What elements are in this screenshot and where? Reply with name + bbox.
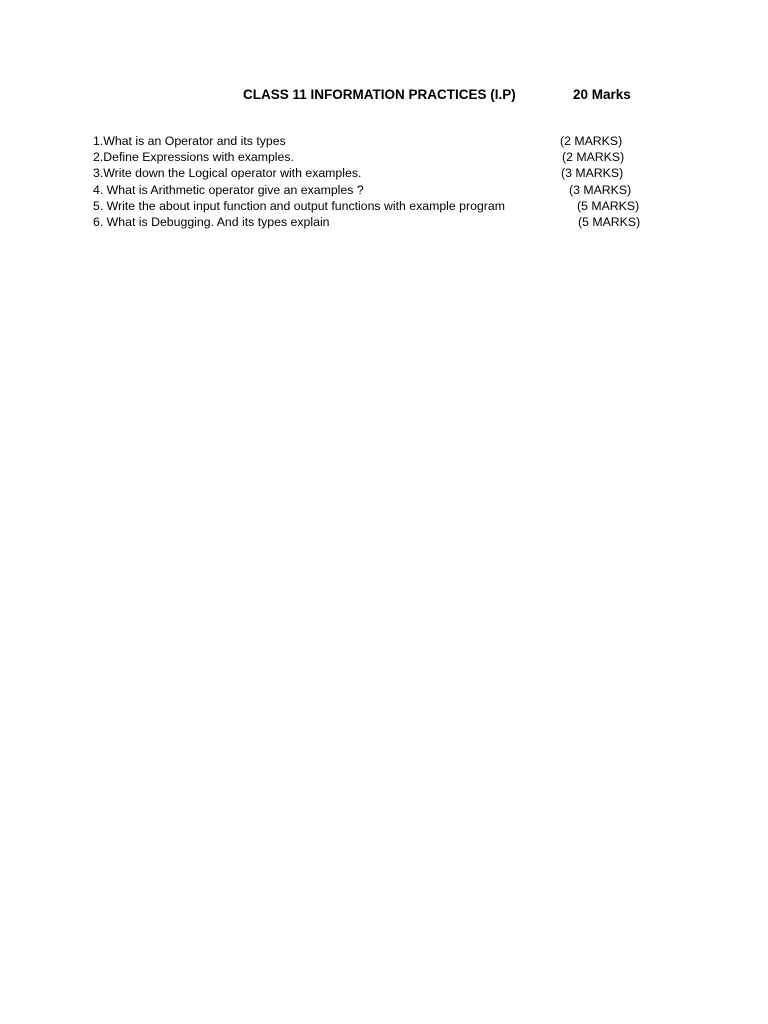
total-marks: 20 Marks — [573, 87, 631, 102]
question-list — [93, 133, 653, 230]
question-row — [93, 214, 653, 230]
question-row — [93, 165, 653, 181]
question-marks: (2 MARKS) — [560, 134, 623, 148]
question-row — [93, 198, 653, 214]
question-row — [93, 182, 653, 198]
question-marks: (5 MARKS) — [578, 214, 641, 229]
question-text: 6. What is Debugging. And its types explain — [93, 214, 330, 229]
question-row — [93, 149, 653, 165]
document-title: CLASS 11 INFORMATION PRACTICES (I.P) — [243, 87, 516, 102]
question-text: 2.Define Expressions with examples. — [93, 150, 294, 165]
question-marks: (2 MARKS) — [562, 150, 625, 165]
question-text: 5. Write the about input function and output functions with example program — [93, 198, 505, 213]
question-text: 4. What is Arithmetic operator give an examples ? — [93, 182, 364, 197]
question-text: 3.Write down the Logical operator with examples. — [93, 166, 362, 181]
question-marks: (3 MARKS) — [569, 182, 632, 197]
question-row — [93, 133, 653, 149]
question-marks: (5 MARKS) — [577, 198, 640, 213]
question-text: 1.What is an Operator and its types — [93, 134, 286, 148]
question-marks: (3 MARKS) — [561, 166, 624, 181]
